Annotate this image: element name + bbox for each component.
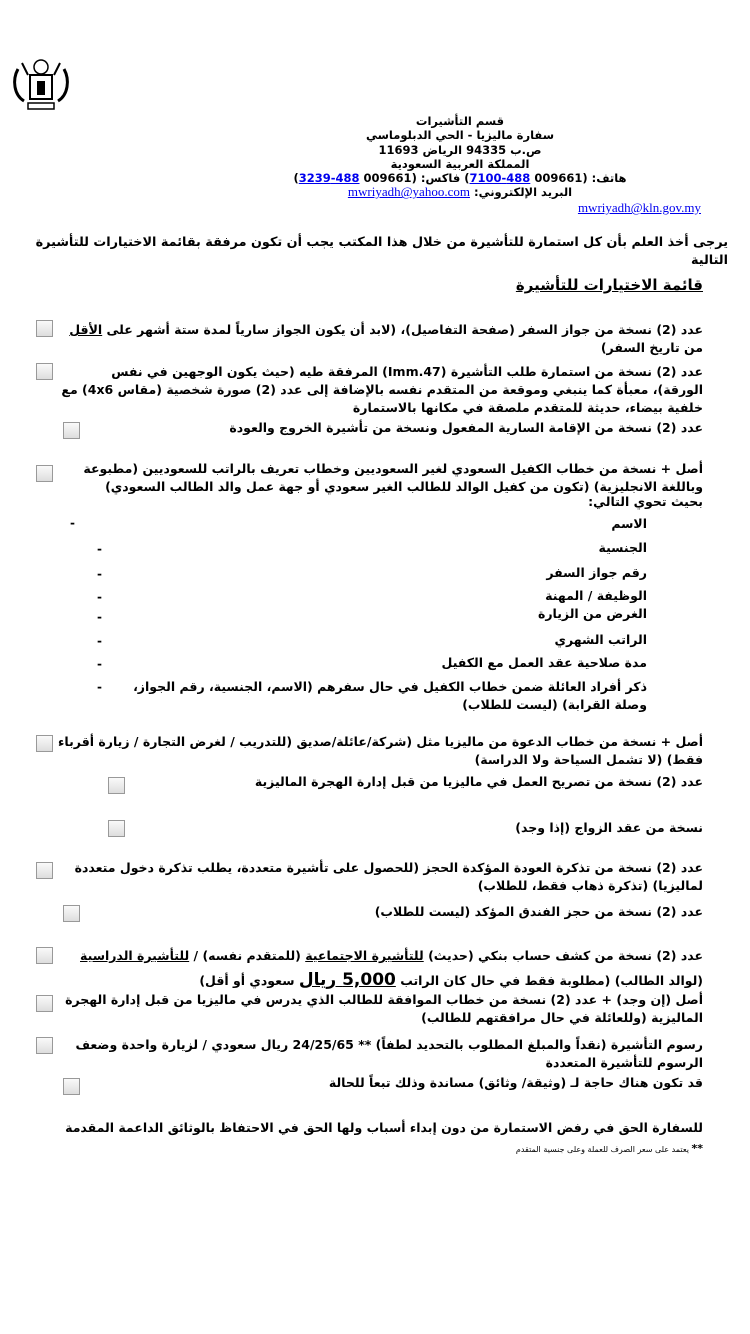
phone-link[interactable]: 488-7100 (469, 171, 531, 186)
item-text: عدد (2) نسخة من جواز السفر (صفحة التفاصيل)، (لابد أن يكون الجواز سارياً لمدة ستة أشهر على (102, 322, 703, 337)
intro-text: يرجى أخذ العلم بأن كل استمارة للتأشيرة من خلال هذا المكتب يجب أن تكون مرفقة بقائمة الاختيارات للتأشيرة التالية (35, 235, 728, 268)
field-dash: - (97, 610, 102, 624)
fax-link[interactable]: 488-3239 (298, 171, 360, 186)
item-visa-fees: رسوم التأشيرة (نقداً والمبلغ المطلوب بالتحديد لطفاً) ** 24/25/65 ريال سعودي / لزيارة واحدة وضعف الرسوم للتأشيرة المتعددة (75, 1037, 703, 1070)
item-marriage-contract: نسخة من عقد الزواج (إذا وجد) (515, 820, 703, 835)
item-student-approval: أصل (إن وجد) + عدد (2) نسخة من خطاب الموافقة للطالب الذي يدرس في ماليزيا من قبل إدارة الهجرة الماليزية (وللعائلة في حال مرافقتهم للطالب) (65, 992, 703, 1025)
field-passport-number: رقم جواز السفر (546, 565, 647, 580)
phone-code: (009661 (534, 171, 588, 186)
footnote-text: يعتمد على سعر الصرف للعملة وعلى جنسية المتقدم (515, 1145, 689, 1154)
email-label: البريد الإلكتروني: (473, 185, 573, 200)
item-subheading: بحيث تحوي التالي: (588, 494, 703, 509)
phone-label: هاتف: (591, 171, 627, 186)
item-sponsor-letter (58, 460, 703, 508)
checkbox-passport[interactable] (36, 320, 53, 337)
embassy-name: سفارة ماليزيا - الحي الدبلوماسي (365, 128, 555, 143)
field-visit-purpose: الغرض من الزيارة (537, 606, 647, 621)
footnote-mark: ** (691, 1142, 703, 1155)
page-title: قائمة الاختيارات للتأشيرة (515, 276, 703, 294)
item-text: عدد (2) نسخة من كشف حساب بنكي (حديث) (423, 948, 703, 963)
phone-fax-line (260, 171, 660, 185)
email-link-yahoo[interactable]: mwriyadh@yahoo.com (347, 184, 470, 200)
fax-close: ) (293, 171, 299, 186)
footer-note: للسفارة الحق في رفض الاستمارة من دون إبداء أسباب ولها الحق في الاحتفاظ بالوثائق الداعمة المقدمة (65, 1120, 703, 1135)
checkbox-marriage-contract[interactable] (108, 820, 125, 837)
field-dash: - (97, 542, 102, 556)
item-supporting-documents: قد تكون هناك حاجة لـ (وثيقة/ وثائق) مساندة وذلك تبعاً للحالة (328, 1075, 703, 1090)
footnote (516, 1140, 703, 1159)
item-application-form: عدد (2) نسخة من استمارة طلب التأشيرة (Imm.47) المرفقة طيه (حيث يكون الوجهين في نفس الورقة)، معبأة كما ينبغي وموقعة من المتقدم نفسه بالإضافة إلى عدد (2) صورة شخصية (مقاس 4x6) مع خلفية بيضاء، حديثة للمتقدم ملصقة في مكانها بالاستمارة (61, 364, 703, 415)
item-text-underlined: للتأشيرة الاجتماعية (305, 948, 424, 963)
checkbox-work-permit[interactable] (108, 777, 125, 794)
po-box: ص.ب 94335 الرياض 11693 (378, 142, 542, 157)
item-passport (58, 321, 703, 357)
item-text: (لوالد الطالب) (مطلوبة فقط في حال كان الراتب (395, 973, 703, 988)
checkbox-residence[interactable] (63, 422, 80, 439)
field-family-members: ذكر أفراد العائلة ضمن خطاب الكفيل في حال سفرهم (الاسم، الجنسية، رقم الجواز، وصلة القرابة) (ليست للطلاب) (133, 679, 647, 712)
item-hotel-booking: عدد (2) نسخة من حجز الفندق المؤكد (ليست للطلاب) (374, 904, 703, 919)
checkbox-application-form[interactable] (36, 363, 53, 380)
field-contract-validity: مدة صلاحية عقد العمل مع الكفيل (441, 655, 647, 670)
item-text: أصل + نسخة من خطاب الكفيل السعودي لغير السعوديين وخطاب تعريف بالراتب للسعوديين (مطبوعة وباللغة الانجليزية) (تكون من كفيل الوالد للطالب الغير سعودي أو جهة عمل والد الطالب السعودي) (83, 461, 703, 494)
field-dash: - (97, 590, 102, 604)
checkbox-visa-fees[interactable] (36, 1037, 53, 1054)
item-work-permit: عدد (2) نسخة من تصريح العمل في ماليزيا من قبل إدارة الهجرة الماليزية (254, 774, 703, 789)
field-dash: - (97, 567, 102, 581)
item-bank-statement (58, 944, 703, 993)
embassy-header (260, 114, 660, 200)
checkbox-sponsor-letter[interactable] (36, 465, 53, 482)
item-invitation-letter: أصل + نسخة من خطاب الدعوة من ماليزيا مثل (شركة/عائلة/صديق (للتدريب / لغرض التجارة / زيارة أقرباء فقط) (لا تشمل السياحة ولا الدراسة) (58, 734, 703, 767)
checkbox-invitation-letter[interactable] (36, 735, 53, 752)
checkbox-bank-statement[interactable] (36, 947, 53, 964)
dept-name: قسم التأشيرات (415, 114, 505, 128)
checkbox-student-approval[interactable] (36, 995, 53, 1012)
email-link-kln[interactable]: mwriyadh@kln.gov.my (577, 200, 701, 215)
field-dash: - (97, 680, 102, 694)
field-nationality: الجنسية (598, 540, 647, 555)
field-occupation: الوظيفة / المهنة (545, 588, 647, 603)
country: المملكة العربية السعودية (390, 156, 530, 171)
email-line (260, 185, 660, 199)
field-name: الاسم (611, 516, 647, 531)
checkbox-supporting-documents[interactable] (63, 1078, 80, 1095)
item-text: من تاريخ السفر) (600, 340, 703, 355)
checkbox-hotel-booking[interactable] (63, 905, 80, 922)
checkbox-return-ticket[interactable] (36, 862, 53, 879)
item-text-underlined: الأقل (69, 322, 103, 337)
field-salary: الراتب الشهري (554, 632, 647, 647)
field-dash: - (97, 634, 102, 648)
item-text: (للمتقدم نفسه) / (189, 948, 306, 963)
item-residence: عدد (2) نسخة من الإقامة السارية المفعول ونسخة من تأشيرة الخروج والعودة (229, 420, 703, 435)
field-dash: - (97, 657, 102, 671)
salary-amount: 5,000 ريال (298, 970, 396, 990)
fax-code: (009661 (363, 171, 417, 186)
item-return-ticket: عدد (2) نسخة من تذكرة العودة المؤكدة الحجز (للحصول على تأشيرة متعددة، يطلب تذكرة دخول متعددة لماليزيا) (تذكرة ذهاب فقط، للطلاب) (74, 860, 703, 893)
field-dash: - (70, 516, 75, 530)
coat-of-arms-logo (10, 55, 72, 113)
fax-label: ) فاكس: (420, 171, 470, 186)
item-text: سعودي أو أقل) (199, 973, 299, 988)
item-text-underlined: للتأشيرة الدراسية (80, 948, 190, 963)
